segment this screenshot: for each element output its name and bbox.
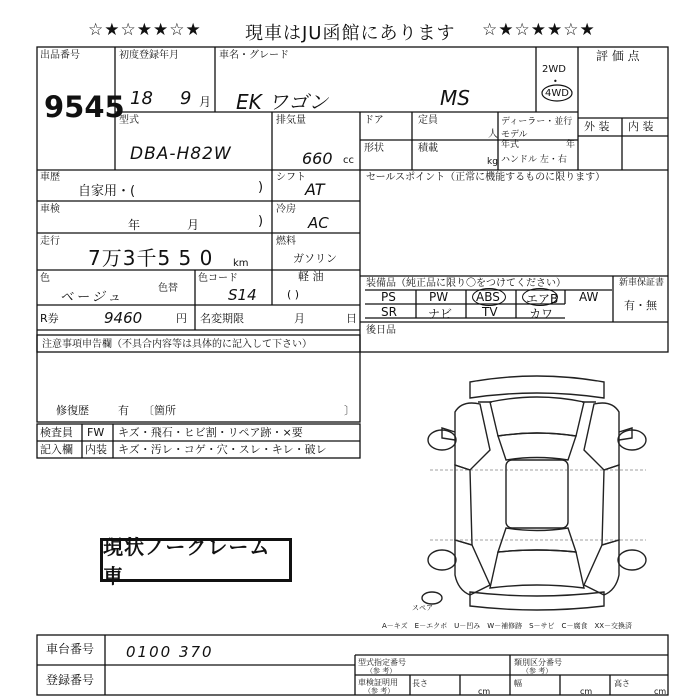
width-label: 幅	[514, 679, 522, 688]
class-number-label: 類別区分番号	[514, 658, 562, 667]
model-year-label-b: 年式	[501, 140, 520, 150]
color-change-label: 色替	[158, 283, 178, 294]
model-label: 型式	[119, 115, 139, 126]
equip-sr[interactable]: SR	[381, 305, 397, 319]
wheel-rear-left	[428, 550, 456, 570]
shape-label: 形状	[364, 143, 384, 154]
drive-4wd: 4WD	[545, 88, 569, 99]
model-value: DBA-H82W	[130, 144, 232, 164]
aircon-label: 冷房	[276, 204, 296, 215]
displacement-unit: cc	[343, 155, 354, 166]
cert-number-label: 型式指定番号	[358, 658, 406, 667]
damage-legend: A－キズ E－エクボ U－凹み W－補修跡 S－サビ C－腐食 XX－交換済	[382, 622, 633, 630]
warranty-value: 有・無	[624, 299, 657, 312]
class-number-ref: （参 考）	[522, 667, 553, 675]
inspector-fw-text: キズ・飛石・ヒビ割・リペア跡・×要	[118, 426, 303, 439]
length-unit: cm	[478, 687, 491, 696]
door-label: ドア	[364, 115, 384, 126]
fuel-label: 燃料	[276, 236, 296, 247]
width-unit: cm	[580, 687, 593, 696]
warranty-label: 新車保証書	[619, 278, 665, 288]
history-value: 自家用・(	[78, 184, 136, 199]
mileage-unit: km	[233, 258, 249, 269]
recycle-label: R券	[40, 312, 59, 325]
drive-2wd: 2WD	[542, 64, 566, 75]
no-claim-stamp-text: 現状ノークレーム車	[103, 535, 271, 588]
wheel-rear-right	[618, 550, 646, 570]
fuel-diesel: 軽 油	[298, 270, 324, 283]
proof-label: 車検証明用	[358, 678, 398, 687]
header-title: 現車はJU函館にあります	[245, 23, 456, 44]
color-code-label: 色コード	[198, 273, 238, 284]
displacement-label: 排気量	[276, 115, 306, 126]
lot-number-label: 出品番号	[40, 50, 80, 61]
car-grade-value: MS	[440, 86, 470, 110]
registration-month-unit: 月	[199, 95, 212, 109]
load-unit: kg	[487, 157, 498, 167]
history-close: )	[258, 180, 264, 195]
interior-label: 内 装	[628, 120, 654, 133]
name-change-month: 月	[294, 312, 305, 325]
repair-bracket-open: 〔箇所	[143, 404, 176, 417]
chassis-label: 車台番号	[46, 642, 95, 656]
capacity-unit: 人	[488, 129, 498, 140]
inspector-label-b: 記入欄	[40, 443, 73, 456]
equip-pw[interactable]: PW	[429, 290, 449, 304]
inspector-label-a: 検査員	[40, 426, 73, 439]
equip-abs[interactable]: ABS	[476, 290, 500, 304]
load-label: 積載	[418, 143, 438, 154]
handle-label: ハンドル 左・右	[501, 155, 567, 165]
repair-label: 修復歴	[56, 404, 89, 417]
height-unit: cm	[654, 687, 667, 696]
equipment-label: 装備品（純正品に限り〇をつけてください）	[366, 278, 566, 289]
notes-label: 注意事項申告欄（不具合内容等は具体的に記入して下さい）	[42, 339, 312, 350]
inspection-label: 車検	[40, 204, 60, 215]
aircon-value: AC	[308, 214, 329, 232]
history-label: 車歴	[40, 172, 60, 183]
dealer-label: ディーラー・並行	[501, 117, 573, 127]
no-claim-stamp	[100, 535, 292, 588]
name-change-label: 名変期限	[200, 312, 244, 325]
proof-ref: （参 考）	[364, 687, 395, 695]
abs-circle-mark	[472, 288, 506, 306]
cert-number-ref: （参 考）	[366, 667, 397, 675]
displacement-value: 660	[302, 149, 333, 168]
registration-label: 初度登録年月	[119, 50, 179, 61]
evaluation-label: 評 価 点	[596, 49, 640, 63]
height-label: 高さ	[614, 679, 630, 688]
fuel-gasoline: ガソリン	[293, 252, 337, 265]
inspector-int: 内装	[85, 443, 107, 456]
stars-left: ☆★☆★★☆★	[88, 20, 202, 40]
drive-separator: •	[553, 77, 558, 86]
retrofit-label: 後日品	[366, 325, 396, 336]
model-year-unit: 年	[566, 140, 576, 150]
spare-label: スペア	[412, 604, 433, 612]
chassis-value: 0100 370	[126, 643, 214, 661]
name-change-day: 日	[346, 312, 357, 325]
mileage-value: 7万3千5 5 0	[88, 246, 214, 270]
registration-year: 18	[130, 88, 153, 109]
lot-number-value: 9545	[44, 90, 125, 124]
fuel-paren: ( )	[287, 288, 300, 301]
repair-bracket-close: 〕	[344, 404, 355, 417]
inspector-int-text: キズ・汚レ・コゲ・穴・スレ・キレ・破レ	[118, 443, 327, 456]
equip-leather[interactable]: カワ	[529, 307, 554, 321]
inspection-close: )	[258, 214, 264, 229]
shift-value: AT	[305, 180, 325, 199]
sales-point-label: セールスポイント（正常に機能するものに限ります）	[366, 172, 606, 183]
model-year-label-a: モデル	[501, 130, 528, 140]
recycle-unit: 円	[176, 312, 187, 325]
color-code-value: S14	[228, 286, 257, 304]
recycle-value: 9460	[104, 309, 143, 327]
equip-ps[interactable]: PS	[381, 290, 396, 304]
equip-navi[interactable]: ナビ	[428, 307, 453, 321]
color-label: 色	[40, 273, 50, 284]
airbag-circle-mark	[522, 288, 558, 306]
stars-right: ☆★☆★★☆★	[482, 20, 596, 40]
inspector-fw: FW	[87, 426, 105, 439]
shift-label: シフト	[276, 172, 306, 183]
reg-number-label: 登録番号	[46, 673, 95, 687]
equip-airbag[interactable]: エアB	[526, 292, 559, 306]
color-value: ベージュ	[60, 290, 124, 305]
exterior-label: 外 装	[584, 120, 610, 133]
car-name-value: EK ワゴン	[236, 90, 329, 114]
equip-aw[interactable]: AW	[579, 290, 599, 304]
mileage-label: 走行	[40, 236, 60, 247]
inspection-year: 年	[128, 218, 141, 232]
header-banner	[0, 18, 700, 42]
equip-tv[interactable]: TV	[482, 305, 498, 319]
inspection-month: 月	[187, 218, 200, 232]
registration-month: 9	[180, 88, 192, 109]
length-label: 長さ	[412, 679, 428, 688]
repair-value: 有	[118, 404, 129, 417]
capacity-label: 定員	[418, 115, 438, 126]
car-name-label: 車名・グレード	[219, 50, 289, 61]
